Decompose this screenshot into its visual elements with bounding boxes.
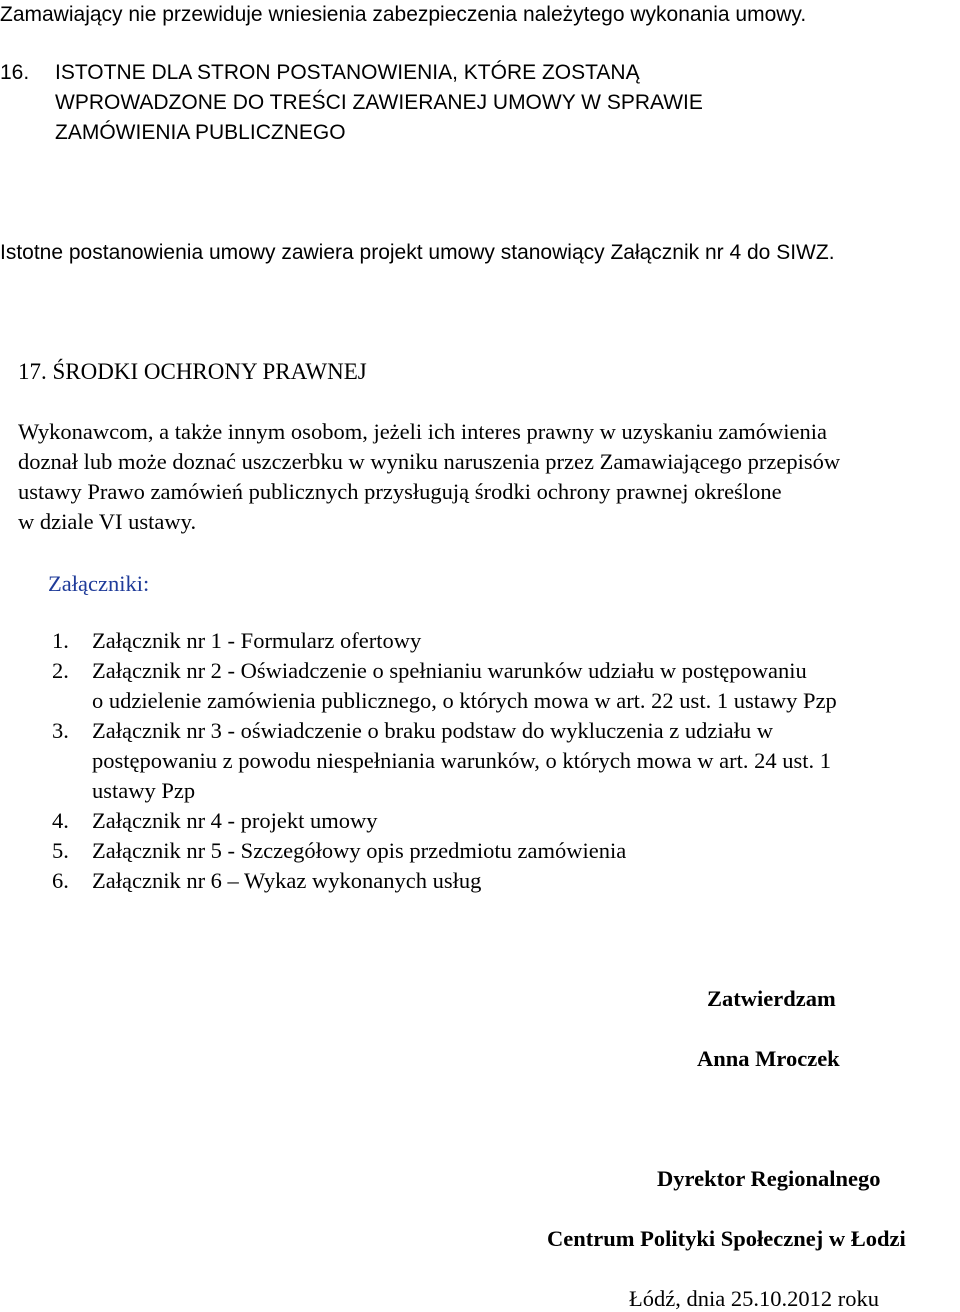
list-text: o udzielenie zamówienia publicznego, o których mowa w art. 22 ust. 1 ustawy Pzp xyxy=(92,688,837,713)
section-16-heading xyxy=(0,62,960,152)
approval-label: Zatwierdzam xyxy=(707,986,836,1011)
attachments-list xyxy=(52,630,960,900)
paragraph-line: Wykonawcom, a także innym osobom, jeżeli ich interes prawny w uzyskaniu zamówienia xyxy=(18,419,828,444)
list-text: Załącznik nr 5 - Szczegółowy opis przedmiotu zamówienia xyxy=(92,838,627,863)
list-text: postępowaniu z powodu niespełniania warunków, o których mowa w art. 24 ust. 1 xyxy=(92,748,832,773)
list-number: 4. xyxy=(52,808,69,833)
list-number: 6. xyxy=(52,868,69,893)
list-text: Załącznik nr 3 - oświadczenie o braku podstaw do wykluczenia z udziału w xyxy=(92,718,773,743)
list-text: Załącznik nr 2 - Oświadczenie o spełnianiu warunków udziału w postępowaniu xyxy=(92,658,807,683)
list-number: 2. xyxy=(52,658,69,683)
attachments-heading: Załączniki: xyxy=(48,571,150,596)
list-text: Załącznik nr 4 - projekt umowy xyxy=(92,808,378,833)
list-number: 1. xyxy=(52,628,69,653)
section-17-heading: 17. ŚRODKI OCHRONY PRAWNEJ xyxy=(18,359,367,384)
signatory-name: Anna Mroczek xyxy=(697,1046,840,1071)
section-number: 16. xyxy=(0,61,30,84)
paragraph-line: doznał lub może doznać uszczerbku w wyniku naruszenia przez Zamawiającego przepisów xyxy=(18,449,841,474)
signatory-institution: Centrum Polityki Społecznej w Łodzi xyxy=(547,1226,906,1251)
intro-text: Zamawiający nie przewiduje wniesienia zabezpieczenia należytego wykonania umowy. xyxy=(0,3,807,26)
list-text: ustawy Pzp xyxy=(92,778,196,803)
signatory-title: Dyrektor Regionalnego xyxy=(657,1166,881,1191)
list-number: 3. xyxy=(52,718,69,743)
paragraph-line: ustawy Prawo zamówień publicznych przysługują środki ochrony prawnej określone xyxy=(18,479,782,504)
section-heading-line: ISTOTNE DLA STRON POSTANOWIENIA, KTÓRE ZOSTANĄ xyxy=(55,61,640,84)
paragraph-line: w dziale VI ustawy. xyxy=(18,509,197,534)
section-heading-line: ZAMÓWIENIA PUBLICZNEGO xyxy=(55,121,346,144)
section-heading-line: WPROWADZONE DO TREŚCI ZAWIERANEJ UMOWY W SPRAWIE xyxy=(55,91,703,114)
list-text: Załącznik nr 1 - Formularz ofertowy xyxy=(92,628,422,653)
section-16-body: Istotne postanowienia umowy zawiera projekt umowy stanowiący Załącznik nr 4 do SIWZ. xyxy=(0,241,835,264)
list-text: Załącznik nr 6 – Wykaz wykonanych usług xyxy=(92,868,482,893)
list-number: 5. xyxy=(52,838,69,863)
place-date: Łódź, dnia 25.10.2012 roku xyxy=(629,1286,879,1311)
